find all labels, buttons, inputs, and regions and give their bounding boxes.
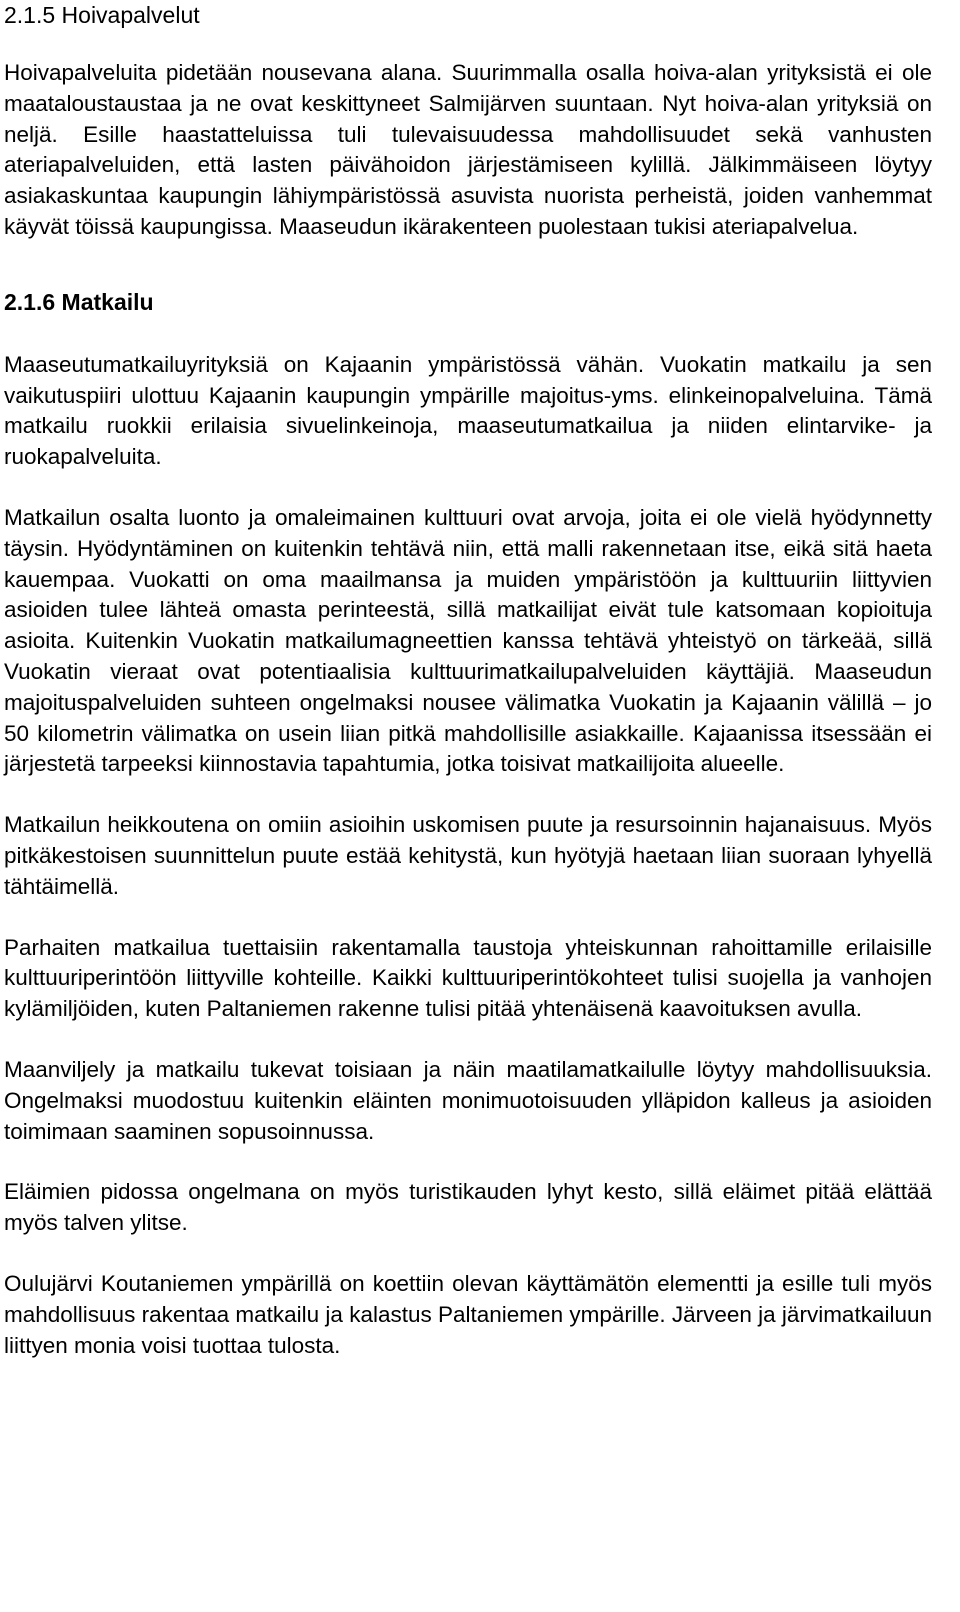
section-heading-matkailu: 2.1.6 Matkailu bbox=[4, 288, 154, 315]
paragraph-matkailu-1: Maaseutumatkailuyrityksiä on Kajaanin ympäristössä vähän. Vuokatin matkailu ja sen vaikutuspiiri ulottuu Kajaanin kaupungin ympärille majoitus-yms. elinkeinopalveluina. Tämä matkailu ruokkii erilaisia sivuelinkeinoja, maaseutumatkailua ja niiden elintarvike- ja ruokapalveluita. bbox=[4, 351, 932, 470]
paragraph-matkailu-6: Eläimien pidossa ongelmana on myös turistikauden lyhyt kesto, sillä eläimet pitää elättää myös talven ylitse. bbox=[4, 1179, 932, 1236]
section-heading-hoivapalvelut: 2.1.5 Hoivapalvelut bbox=[4, 2, 200, 28]
paragraph-matkailu-2: Matkailun osalta luonto ja omaleimainen kulttuuri ovat arvoja, joita ei ole vielä hyödynnetty täysin. Hyödyntäminen on kuitenkin tehtävä niin, että malli rakennetaan itse, eikä sitä haeta kauempaa. Vuokatti on oma maailmansa ja muiden ympäristöön ja kulttuuriin liittyvien asioiden tulee lähteä omasta perinteestä, sillä matkailijat eivät tule katsomaan kopioituja asioita. Kuitenkin Vuokatin matkailumagneettien kanssa tehtävä yhteistyö on tärkeää, sillä Vuokatin vieraat ovat potentiaalisia kulttuurimatkailupalveluiden käyttäjiä. Maaseudun majoituspalveluiden suhteen ongelmaksi nousee välimatka Vuokatin ja Kajaanin välillä – jo 50 kilometrin välimatka on usein liian pitkä mahdollisille asiakkaille. Kajaanissa itsessään ei järjestetä tarpeeksi kiinnostavia tapahtumia, jotka toisivat matkailijoita alueelle. bbox=[4, 504, 932, 777]
paragraph-matkailu-4: Parhaiten matkailua tuettaisiin rakentamalla taustoja yhteiskunnan rahoittamille erilaisille kulttuuriperintöön liittyville kohteille. Kaikki kulttuuriperintökohteet tulisi suojella ja vanhojen kylämiljöiden, kuten Paltaniemen rakenne tulisi pitää yhtenäisenä kaavoituksen avulla. bbox=[4, 934, 932, 1022]
paragraph-hoivapalvelut: Hoivapalveluita pidetään nousevana alana. Suurimmalla osalla hoiva-alan yrityksistä ei ole maataloustaustaa ja ne ovat keskittyneet Salmijärven suuntaan. Nyt hoiva-alan yrityksiä on neljä. Esille haastatteluissa tuli tulevaisuudessa mahdollisuudet sekä vanhusten ateriapalveluiden, että lasten päivähoidon järjestämiseen kylillä. Jälkimmäiseen löytyy asiakaskuntaa kaupungin lähiympäristössä asuvista nuorista perheistä, joiden vanhemmat käyvät töissä kaupungissa. Maaseudun ikärakenteen puolestaan tukisi ateriapalvelua. bbox=[4, 60, 932, 239]
paragraph-matkailu-3: Matkailun heikkoutena on omiin asioihin uskomisen puute ja resursoinnin hajanaisuus. Myös pitkäkestoisen suunnittelun puute estää kehitystä, kun hyötyjä haetaan liian suoraan lyhyellä tähtäimellä. bbox=[4, 812, 932, 899]
paragraph-matkailu-7: Oulujärvi Koutaniemen ympärillä on koettiin olevan käyttämätön elementti ja esille tuli myös mahdollisuus rakentaa matkailu ja kalastus Paltaniemen ympärille. Järveen ja järvimatkailuun liittyen monia voisi tuottaa tulosta. bbox=[4, 1270, 932, 1358]
paragraph-matkailu-5: Maanviljely ja matkailu tukevat toisiaan ja näin maatilamatkailulle löytyy mahdollisuuksia. Ongelmaksi muodostuu kuitenkin eläinten monimuotoisuuden ylläpidon kalleus ja asioiden toimimaan saaminen sopusoinnussa. bbox=[4, 1056, 932, 1144]
